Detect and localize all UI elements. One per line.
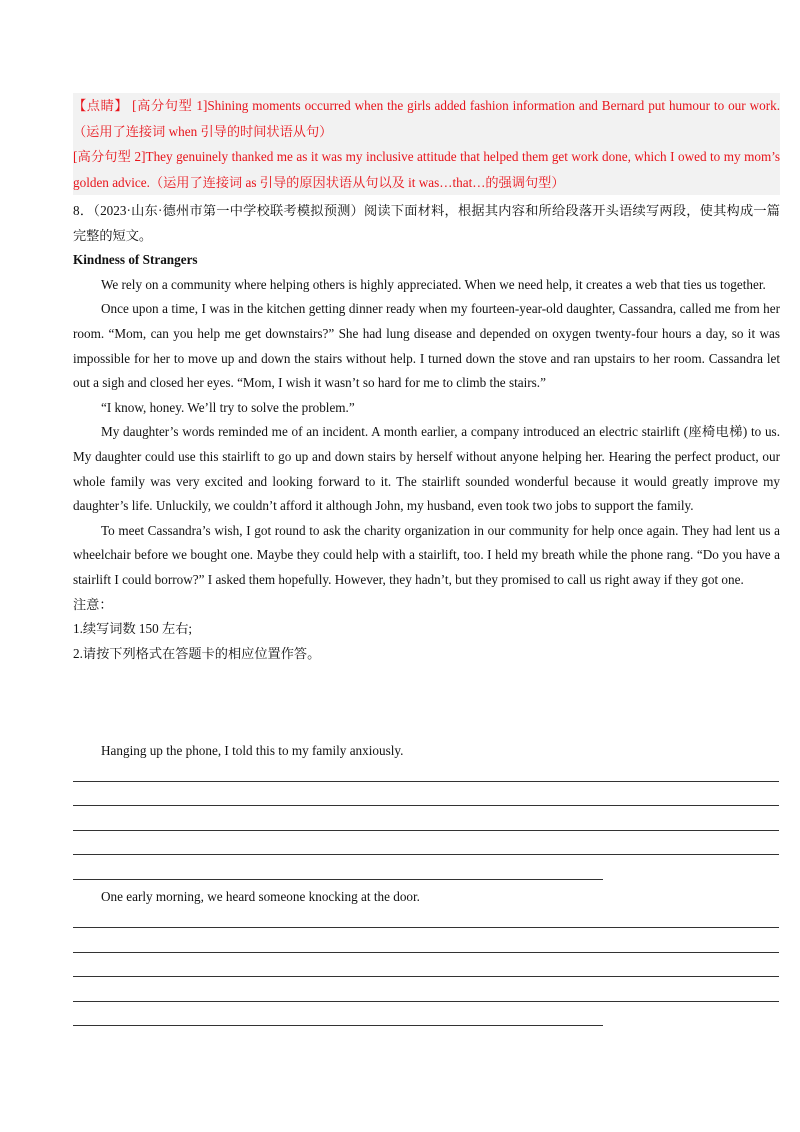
story-paragraph-2: Once upon a time, I was in the kitchen getting dinner ready when my fourteen-year-old daughter, Cassandra, called me from her room. “Mom, can you help me get downstairs?” She had lung disease and depended on oxygen twenty-four hours a day, so it was impossible for her to move up and down the stairs without help. I turned down the stove and ran upstairs to her room. Cassandra let out a sigh and closed her eyes. “Mom, I wish it wasn’t so hard for me to climb the stairs.” (73, 301, 780, 391)
question-header (73, 199, 780, 666)
answer-line[interactable] (73, 781, 779, 782)
answer-line[interactable] (73, 830, 779, 831)
dianjing-sentence-1 (73, 93, 780, 144)
notes-item-2: 2.请按下列格式在答题卡的相应位置作答。 (73, 645, 321, 661)
dianjing-line-1: [高分句型 1]Shining moments occurred when the girls added fashion information and Bernard put humour to our work.（运用了连接词 when 引导的时间状语从句） (73, 98, 780, 139)
story-paragraph-4: My daughter’s words reminded me of an incident. A month earlier, a company introduced an electric stairlift (座椅电梯) to us. My daughter could use this stairlift to go up and down stairs by herself without anyone helping her. Hearing the perfect product, our whole family was very excited and looking forward to it. The stairlift sounded wonderful because it would greatly improve my daughter’s life. Unluckily, we couldn’t afford it although John, my husband, even took two jobs to support the family. (73, 424, 780, 514)
story-title: Kindness of Strangers (73, 252, 198, 268)
continuation-prompt-2: One early morning, we heard someone knocking at the door. (101, 889, 420, 904)
question-instruction-line (73, 199, 780, 248)
notes-heading: 注意： (73, 596, 113, 612)
answer-line[interactable] (73, 805, 779, 806)
dianjing-highlight-box (73, 93, 780, 195)
answer-line[interactable] (73, 1025, 603, 1026)
notes-item-1: 1.续写词数 150 左右; (73, 621, 193, 637)
continuation-prompt-1: Hanging up the phone, I told this to my family anxiously. (101, 743, 404, 758)
story-paragraph-5: To meet Cassandra’s wish, I got round to ask the charity organization in our community for help once again. They had lent us a wheelchair before we bought one. Maybe they could help with a stairlift, too. I held my breath while the phone rang. “Do you have a stairlift I could borrow?” I asked them hopefully. However, they hadn’t, but they promised to call us right away if they got one. (73, 522, 780, 587)
question-number: 8． (73, 203, 94, 218)
story-paragraph-1: We rely on a community where helping others is highly appreciated. When we need help, it creates a web that ties us together. (101, 276, 766, 292)
answer-line[interactable] (73, 927, 779, 928)
question-instruction: （2023·山东·德州市第一中学校联考模拟预测）阅读下面材料，根据其内容和所给段落开头语续写两段，使其构成一篇完整的短文。 (73, 203, 780, 243)
answer-line[interactable] (73, 879, 603, 880)
answer-line[interactable] (73, 854, 779, 855)
answer-line[interactable] (73, 976, 779, 977)
dianjing-line-2: [高分句型 2]They genuinely thanked me as it was my inclusive attitude that helped them get work done, which I owed to my mom’s golden advice.（运用了连接词 as 引导的原因状语从句以及 it was…that…的强调句型） (73, 149, 780, 190)
answer-line[interactable] (73, 1001, 779, 1002)
answer-line[interactable] (73, 952, 779, 953)
dianjing-label: 【点睛】 (73, 98, 129, 113)
story-paragraph-3: “I know, honey. We’ll try to solve the problem.” (101, 399, 355, 415)
